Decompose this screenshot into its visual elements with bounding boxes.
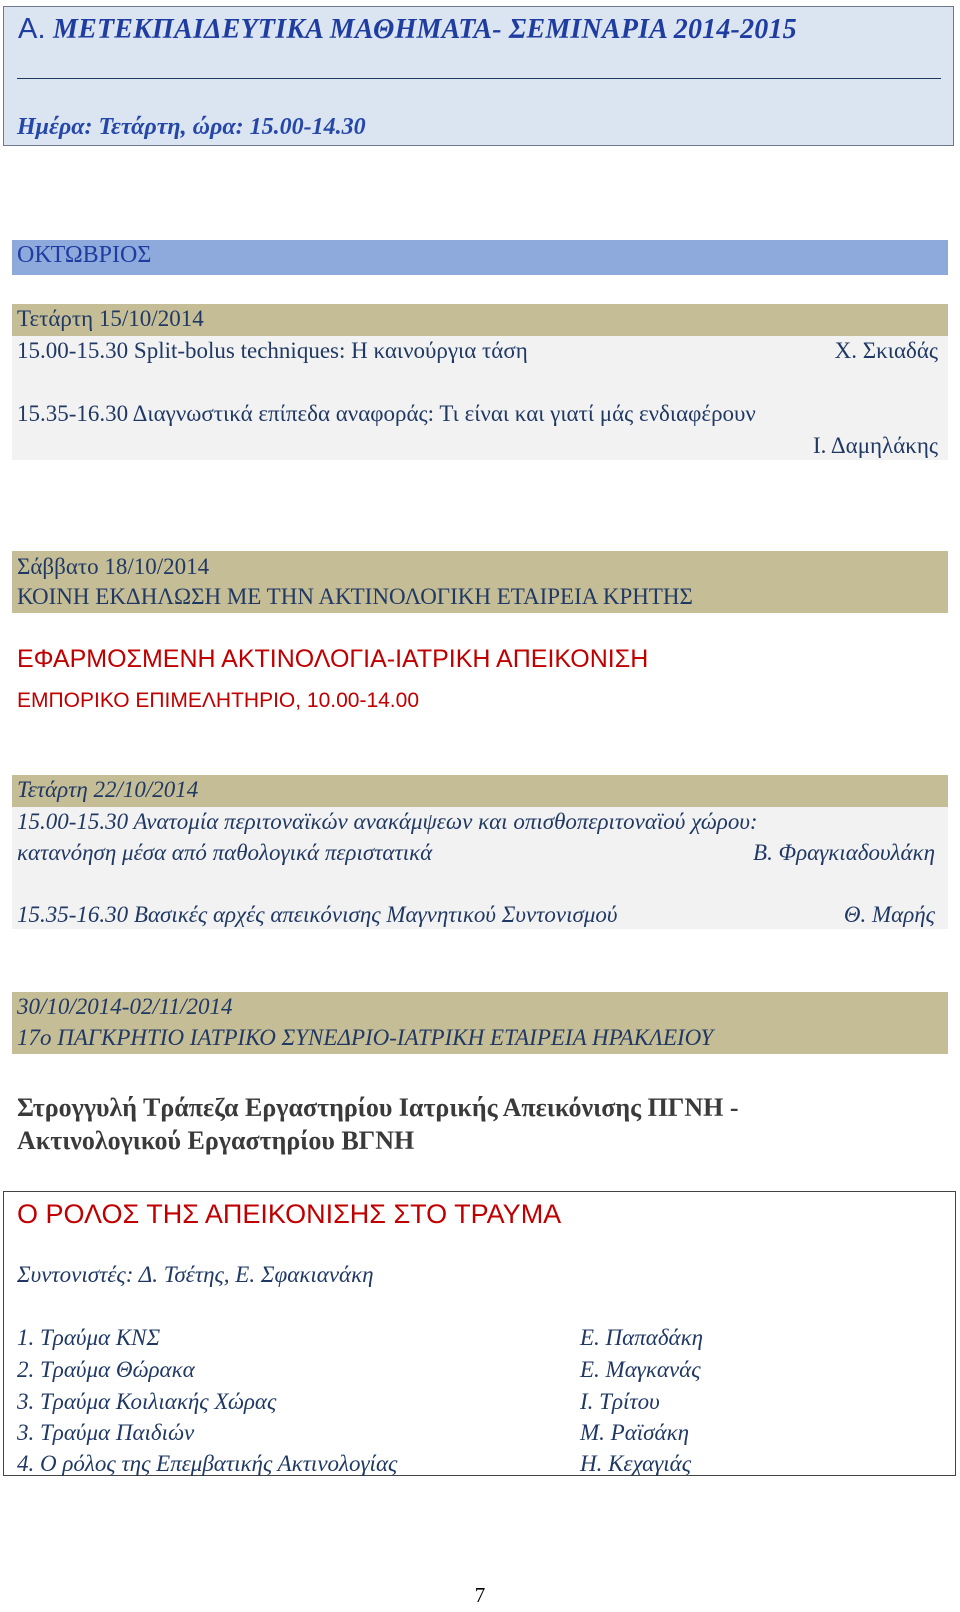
month-label: ΟΚΤΩΒΡΙΟΣ (17, 242, 152, 268)
program-item-speaker: Ι. Τρίτου (580, 1389, 660, 1414)
month-bar (12, 240, 948, 275)
session4-event: 17ο ΠΑΓΚΡΗΤΙΟ ΙΑΤΡΙΚΟ ΣΥΝΕΔΡΙΟ-ΙΑΤΡΙΚΗ ΕΤΑΙΡΕΙΑ ΗΡΑΚΛΕΙΟΥ (17, 1025, 714, 1050)
header-divider (17, 78, 941, 79)
session1-talk1-title: 15.00-15.30 Split-bolus techniques: Η καινούργια τάση (17, 338, 528, 363)
program-item-topic: 3. Τραύμα Κοιλιακής Χώρας (17, 1389, 277, 1414)
session3-talk1-line2: κατανόηση μέσα από παθολογικά περιστατικά (17, 840, 433, 865)
program-item-topic: 4. Ο ρόλος της Επεμβατικής Ακτινολογίας (17, 1451, 398, 1476)
session2-venue: ΕΜΠΟΡΙΚΟ ΕΠΙΜΕΛΗΤΗΡΙΟ, 10.00-14.00 (17, 689, 420, 712)
session2-date: Σάββατο 18/10/2014 (17, 554, 210, 579)
session3-date: Τετάρτη 22/10/2014 (17, 777, 199, 802)
session2-title: ΕΦΑΡΜΟΣΜΕΝΗ ΑΚΤΙΝΟΛΟΓΙΑ-ΙΑΤΡΙΚΗ ΑΠΕΙΚΟΝΙΣΗ (17, 645, 649, 673)
session3-talk1-line1: 15.00-15.30 Ανατομία περιτοναϊκών ανακάμψεων και οπισθοπεριτοναϊού χώρου: (17, 809, 758, 834)
program-item-speaker: Μ. Ραϊσάκη (580, 1420, 690, 1445)
program-item-topic: 1. Τραύμα ΚΝΣ (17, 1325, 161, 1350)
session3-talk1-speaker: Β. Φραγκιαδουλάκη (753, 840, 935, 865)
session4-date: 30/10/2014-02/11/2014 (17, 994, 233, 1019)
roundtable-line2: Ακτινολογικού Εργαστηρίου ΒΓΝΗ (17, 1126, 415, 1155)
program-item-topic: 2. Τραύμα Θώρακα (17, 1357, 195, 1382)
session1-talk2-title: 15.35-16.30 Διαγνωστικά επίπεδα αναφοράς: Τι είναι και γιατί μάς ενδιαφέρουν (17, 401, 756, 426)
roundtable-line1: Στρογγυλή Τράπεζα Εργαστηρίου Ιατρικής Απεικόνισης ΠΓΝΗ - (17, 1093, 739, 1122)
session1-date: Τετάρτη 15/10/2014 (17, 306, 204, 331)
program-item-speaker: Η. Κεχαγιάς (580, 1451, 692, 1476)
coordinators: Συντονιστές: Δ. Τσέτης, Ε. Σφακιανάκη (17, 1262, 374, 1287)
page-number: 7 (474, 1583, 486, 1607)
document-title: Α. ΜΕΤΕΚΠΑΙΔΕΥΤΙΚΑ ΜΑΘΗΜΑΤΑ- ΣΕΜΙΝΑΡΙΑ 2014-2015 (18, 13, 797, 45)
program-item-speaker: Ε. Παπαδάκη (580, 1325, 704, 1350)
header-day-time: Ημέρα: Τετάρτη, ώρα: 15.00-14.30 (17, 114, 366, 140)
program-item-topic: 3. Τραύμα Παιδιών (17, 1420, 195, 1445)
session2-event: ΚΟΙΝΗ ΕΚΔΗΛΩΣΗ ΜΕ ΤΗΝ ΑΚΤΙΝΟΛΟΓΙΚΗ ΕΤΑΙΡΕΙΑ ΚΡΗΤΗΣ (17, 584, 693, 609)
trauma-program-title: Ο ΡΟΛΟΣ ΤΗΣ ΑΠΕΙΚΟΝΙΣΗΣ ΣΤΟ ΤΡΑΥΜΑ (17, 1199, 562, 1229)
session3-talk2-speaker: Θ. Μαρής (843, 902, 935, 927)
session1-talk2-speaker: Ι. Δαμηλάκης (812, 433, 938, 458)
session1-talk1-speaker: Χ. Σκιαδάς (834, 338, 938, 363)
session3-talk2-title: 15.35-16.30 Βασικές αρχές απεικόνισης Μαγνητικού Συντονισμού (17, 902, 618, 927)
program-item-speaker: Ε. Μαγκανάς (580, 1357, 701, 1382)
